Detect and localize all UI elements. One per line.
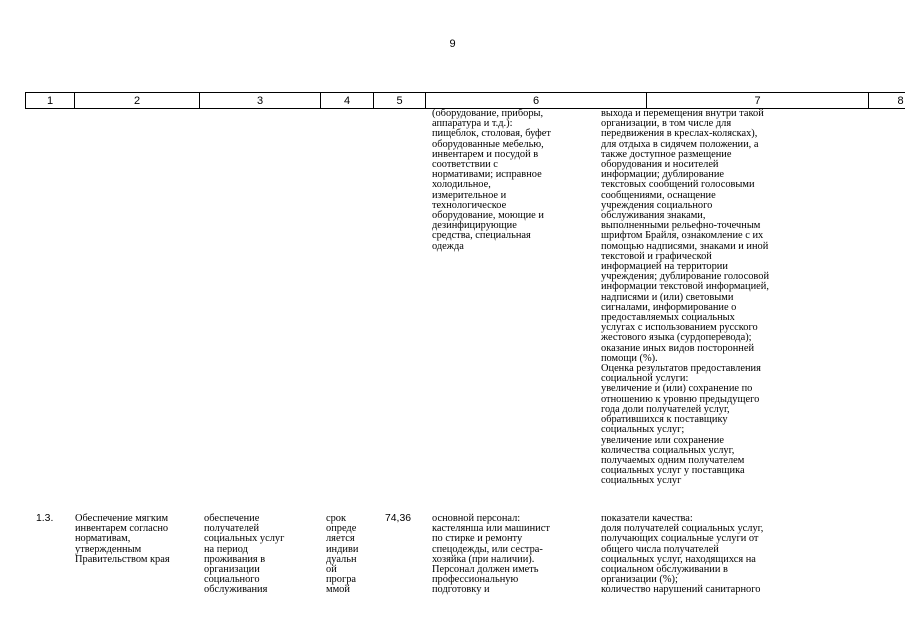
text-line: дезинфицирующие — [432, 220, 517, 232]
text-line: количество нарушений санитарного — [601, 584, 761, 596]
text-line: кастелянша или машинист — [432, 523, 550, 535]
row-1-3-number: 1.3. — [36, 513, 54, 524]
text-line: одежда — [432, 240, 464, 252]
header-col-8: 8 — [897, 94, 904, 107]
row-1-3-quality-indicators — [601, 514, 763, 596]
text-line: програ — [326, 574, 357, 586]
text-line: ляется — [326, 533, 355, 545]
text-line: количества социальных услуг, — [601, 444, 735, 456]
text-line: спецодежды, или сестра- — [432, 543, 543, 555]
row-1-3-term — [326, 514, 358, 596]
header-col-1: 1 — [26, 93, 75, 108]
text-line: ммой — [326, 584, 350, 596]
text-line: сообщениями, оснащение — [601, 189, 716, 201]
text-line: шрифтом Брайля, ознакомление с их — [601, 230, 764, 242]
text-line: информацией на территории — [601, 261, 728, 273]
text-line: социальных услуг; — [601, 424, 685, 436]
text-line: выполненными рельефно-точечным — [601, 220, 761, 232]
text-line: ой — [326, 564, 337, 576]
text-line: передвижения в креслах-колясках), — [601, 128, 758, 140]
text-line: увеличение или сохранение — [601, 434, 724, 446]
continuation-col7 — [601, 109, 769, 487]
text-line: общего числа получателей — [601, 543, 719, 555]
text-line: по стирке и ремонту — [432, 533, 523, 545]
header-col-6: 6 — [426, 93, 647, 108]
text-line: организации — [204, 564, 260, 576]
text-line: обслуживания — [204, 584, 268, 596]
text-line: основной персонал: — [432, 513, 521, 524]
text-line: аппаратура и т.д.): — [432, 118, 513, 130]
text-line: помощью надписями, знаками и иной — [601, 240, 769, 252]
text-line: проживания в — [204, 553, 266, 565]
text-line: оборудования и носителей — [601, 159, 719, 171]
text-line: индиви — [326, 543, 359, 555]
text-line: получаемых одним получателем — [601, 454, 745, 466]
text-line: социальных услуг — [204, 533, 285, 545]
text-line: профессиональную — [432, 574, 519, 586]
page-number: 9 — [449, 38, 456, 50]
row-1-3-conditions — [432, 514, 550, 596]
text-line: оборудованные мебелью, — [432, 138, 544, 150]
text-line: обратившихся к поставщику — [601, 414, 728, 426]
header-col-5: 5 — [374, 93, 426, 108]
text-line: измерительное и — [432, 189, 507, 201]
text-line: текстовых сообщений голосовыми — [601, 179, 755, 191]
text-line: Обеспечение мягким — [75, 513, 169, 524]
row-1-3-service-name — [75, 514, 170, 565]
header-col-4: 4 — [321, 93, 374, 108]
text-line: инвентарем и посудой в — [432, 148, 539, 160]
text-line: хозяйка (при наличии). — [432, 553, 535, 565]
continuation-col6 — [432, 109, 551, 252]
text-line: Персонал должен иметь — [432, 564, 539, 576]
text-line: жестового языка (сурдоперевода); — [601, 332, 752, 344]
text-line: подготовку и — [432, 584, 490, 596]
text-line: нормативами; исправное — [432, 169, 542, 181]
text-line: текстовой и графической — [601, 250, 712, 262]
text-line: услугах с использованием русского — [601, 322, 758, 334]
text-line: социальных услуг, находящихся на — [601, 553, 756, 565]
text-line: помощи (%). — [601, 352, 658, 364]
text-line: пищеблок, столовая, буфет — [432, 128, 551, 140]
text-line: технологическое — [432, 199, 507, 211]
text-line: выхода и перемещения внутри такой — [601, 108, 764, 119]
text-line: дуальн — [326, 553, 357, 565]
text-line: получающих социальные услуги от — [601, 533, 759, 545]
text-line: учреждения социального — [601, 199, 713, 211]
text-line: предоставляемых социальных — [601, 312, 735, 324]
text-line: года доли получателей услуг, — [601, 403, 730, 415]
text-line: социальных услуг — [601, 475, 682, 487]
header-col-7: 7 — [647, 93, 869, 108]
text-line: информации текстовой информацией, — [601, 281, 769, 293]
text-line: социальных услуг у поставщика — [601, 465, 745, 477]
text-line: доля получателей социальных услуг, — [601, 523, 764, 535]
text-line: утвержденным — [75, 543, 142, 555]
text-line: показатели качества: — [601, 513, 693, 524]
text-line: сигналами, информирование о — [601, 301, 737, 313]
text-line: получателей — [204, 523, 260, 535]
text-line: Правительством края — [75, 553, 170, 565]
text-line: социальном обслуживании в — [601, 564, 728, 576]
text-line: нормативам, — [75, 533, 131, 545]
text-line: для отдыха в сидячем положении, а — [601, 138, 759, 150]
text-line: информации; дублирование — [601, 169, 724, 181]
text-line: срок — [326, 513, 347, 524]
text-line: (оборудование, приборы, — [432, 108, 544, 119]
header-col-3: 3 — [200, 93, 321, 108]
text-line: оказание иных видов посторонней — [601, 342, 755, 354]
text-line: организации, в том числе для — [601, 118, 732, 130]
text-line: обслуживания знаками, — [601, 210, 706, 222]
text-line: соответствии с — [432, 159, 498, 171]
text-line: социальной услуги: — [601, 373, 689, 385]
text-line: учреждения; дублирование голосовой — [601, 271, 770, 283]
header-col-2: 2 — [75, 93, 200, 108]
text-line: также доступное размещение — [601, 148, 732, 160]
text-line: надписями и (или) световыми — [601, 291, 734, 303]
text-line: Оценка результатов предоставления — [601, 363, 761, 375]
text-line: организации (%); — [601, 574, 678, 586]
text-line: на период — [204, 543, 248, 555]
text-line: отношению к уровню предыдущего — [601, 393, 760, 405]
text-line: холодильное, — [432, 179, 491, 191]
text-line: увеличение и (или) сохранение по — [601, 383, 753, 395]
table-header-row — [25, 92, 905, 109]
text-line: обеспечение — [204, 513, 260, 524]
text-line: средства, специальная — [432, 230, 531, 242]
text-line: инвентарем согласно — [75, 523, 169, 535]
row-1-3-description — [204, 514, 284, 596]
text-line: социального — [204, 574, 260, 586]
text-line: оборудование, моющие и — [432, 210, 544, 222]
row-1-3-tariff: 74,36 — [385, 513, 412, 524]
text-line: опреде — [326, 523, 357, 535]
